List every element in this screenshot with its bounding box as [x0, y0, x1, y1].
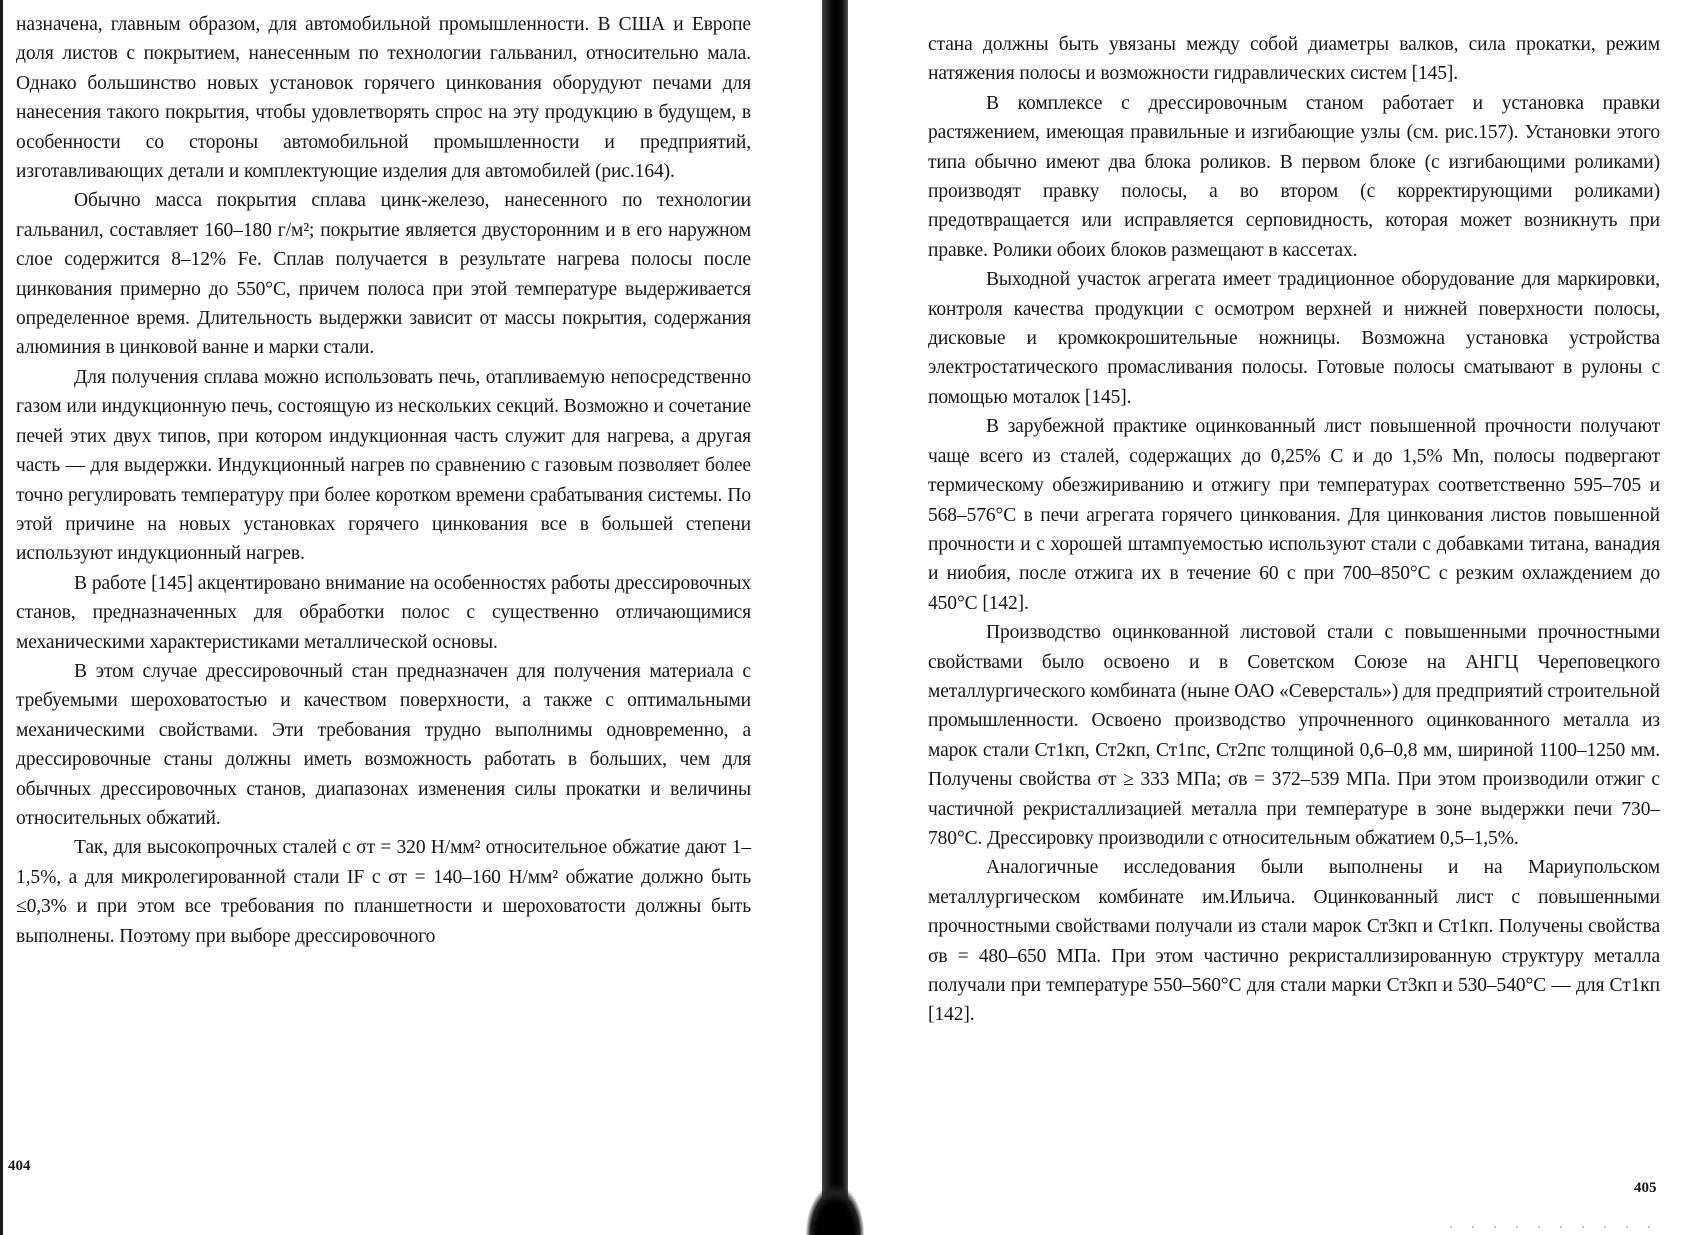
paragraph: стана должны быть увязаны между собой диаметры валков, сила прокатки, режим натяжения полосы и возможности гидравлических систем [145]. [928, 34, 1660, 85]
paragraph: назначена, главным образом, для автомобильной промышленности. В США и Европе доля листов с покрытием, нанесенным по технологии гальванил, относительно мала. Однако большинство новых установок горячего цинкования оборудуют печами для нанесения такого покрытия, чтобы удовлетворять спрос на эту продукцию в будущем, в особенности со стороны автомобильной промышленности и предприятий, изготавливающих детали и комплектующие изделия для автомобилей (рис.164). [16, 14, 751, 183]
right-page [850, 0, 1684, 1235]
paragraph: В этом случае дрессировочный стан предназначен для получения материала с требуемыми шероховатостью и качеством поверхности, а также с оптимальными механическими свойствами. Эти требования трудно выполнимы одновременно, а дрессировочные станы должны иметь возможность работать в больших, чем для обычных дрессировочных станов, диапазонах изменения силы прокатки и величины относительных обжатий. [16, 660, 751, 829]
paragraph: Выходной участок агрегата имеет традиционное оборудование для маркировки, контроля качества продукции с осмотром верхней и нижней поверхности полосы, дисковые и кромкокрошительные ножницы. Возможна установка устройства электростатического промасливания полосы. Готовые полосы сматывают в рулоны с помощью моталок [145]. [928, 269, 1660, 408]
left-text-column [16, 10, 751, 951]
page-number: 405 [1634, 1180, 1657, 1196]
paragraph: Так, для высокопрочных сталей с σт = 320 Н/мм² относительное обжатие дают 1–1,5%, а для микролегированной стали IF с σт = 140–160 Н/мм² обжатие должно быть ≤0,3% и при этом все требования по планшетности и шероховатости должны быть выполнены. Поэтому при выборе дрессировочного [16, 837, 751, 947]
paragraph: Аналогичные исследования были выполнены и на Мариупольском металлургическом комбинате им.Ильича. Оцинкованный лист с повышенными прочностными свойствами получали из стали марок Ст3кп и Ст1кп. Получены свойства σв = 480–650 МПа. При этом частично рекристаллизированную структуру металла получали при температуре 550–560°С для стали марки Ст3кп и 530–540°С — для Ст1кп [142]. [928, 857, 1660, 1026]
paragraph: В зарубежной практике оцинкованный лист повышенной прочности получают чаще всего из сталей, содержащих до 0,25% С и до 1,5% Mn, полосы подвергают термическому обезжириванию и отжигу при температурах соответственно 595–705 и 568–576°С в печи агрегата горячего цинкования. Для цинкования листов повышенной прочности и с хорошей штампуемостью используют стали с добавками титана, ванадия и ниобия, после отжига их в течение 60 с при 700–850°С с резким охлаждением до 450°С [142]. [928, 416, 1660, 614]
right-text-column [928, 30, 1660, 1030]
paragraph: В работе [145] акцентировано внимание на особенностях работы дрессировочных станов, предназначенных для обработки полос с существенно отличающимися механическими характеристиками металлической основы. [16, 572, 751, 653]
paragraph: В комплексе с дрессировочным станом работает и установка правки растяжением, имеющая правильные и изгибающие узлы (см. рис.157). Установки этого типа обычно имеют два блока роликов. В первом блоке (с изгибающими роликами) производят правку полосы, а во втором (с корректирующими роликами) предотвращается или исправляется серповидность, которая может возникнуть при правке. Ролики обоих блоков размещают в кассетах. [928, 92, 1660, 261]
left-page [0, 0, 820, 1235]
page-number: 404 [8, 1158, 31, 1174]
book-spine-shadow [822, 0, 848, 1235]
paragraph: Для получения сплава можно использовать печь, отапливаемую непосредственно газом или индукционную печь, состоящую из нескольких секций. Возможно и сочетание печей этих двух типов, при котором индукционная часть служит для нагрева, а другая часть — для выдержки. Индукционный нагрев по сравнению с газовым позволяет более точно регулировать температуру при более коротком времени срабатывания системы. По этой причине на новых установках горячего цинкования все в большей степени используют индукционный нагрев. [16, 366, 751, 565]
scan-noise [1450, 1226, 1650, 1228]
paragraph: Производство оцинкованной листовой стали с повышенными прочностными свойствами было освоено и в Советском Союзе на АНГЦ Череповецкого металлургического комбината (ныне ОАО «Северсталь») для предприятий строительной промышленности. Освоено производство упрочненного оцинкованного металла из марок стали Ст1кп, Ст2кп, Ст1пс, Ст2пс толщиной 0,6–0,8 мм, шириной 1100–1250 мм. Получены свойства σт ≥ 333 МПа; σв = 372–539 МПа. При этом производили отжиг с частичной рекристаллизацией металла при температуре в зоне выдержки печи 730–780°С. Дрессировку производили с относительным обжатием 0,5–1,5%. [928, 622, 1660, 849]
paragraph: Обычно масса покрытия сплава цинк-железо, нанесенного по технологии гальванил, составляет 160–180 г/м²; покрытие является двусторонним и в его наружном слое содержится 8–12% Fe. Сплав получается в результате нагрева полосы после цинкования примерно до 550°С, причем полоса при этой температуре выдерживается определенное время. Длительность выдержки зависит от массы покрытия, содержания алюминия в цинковой ванне и марки стали. [16, 190, 751, 359]
